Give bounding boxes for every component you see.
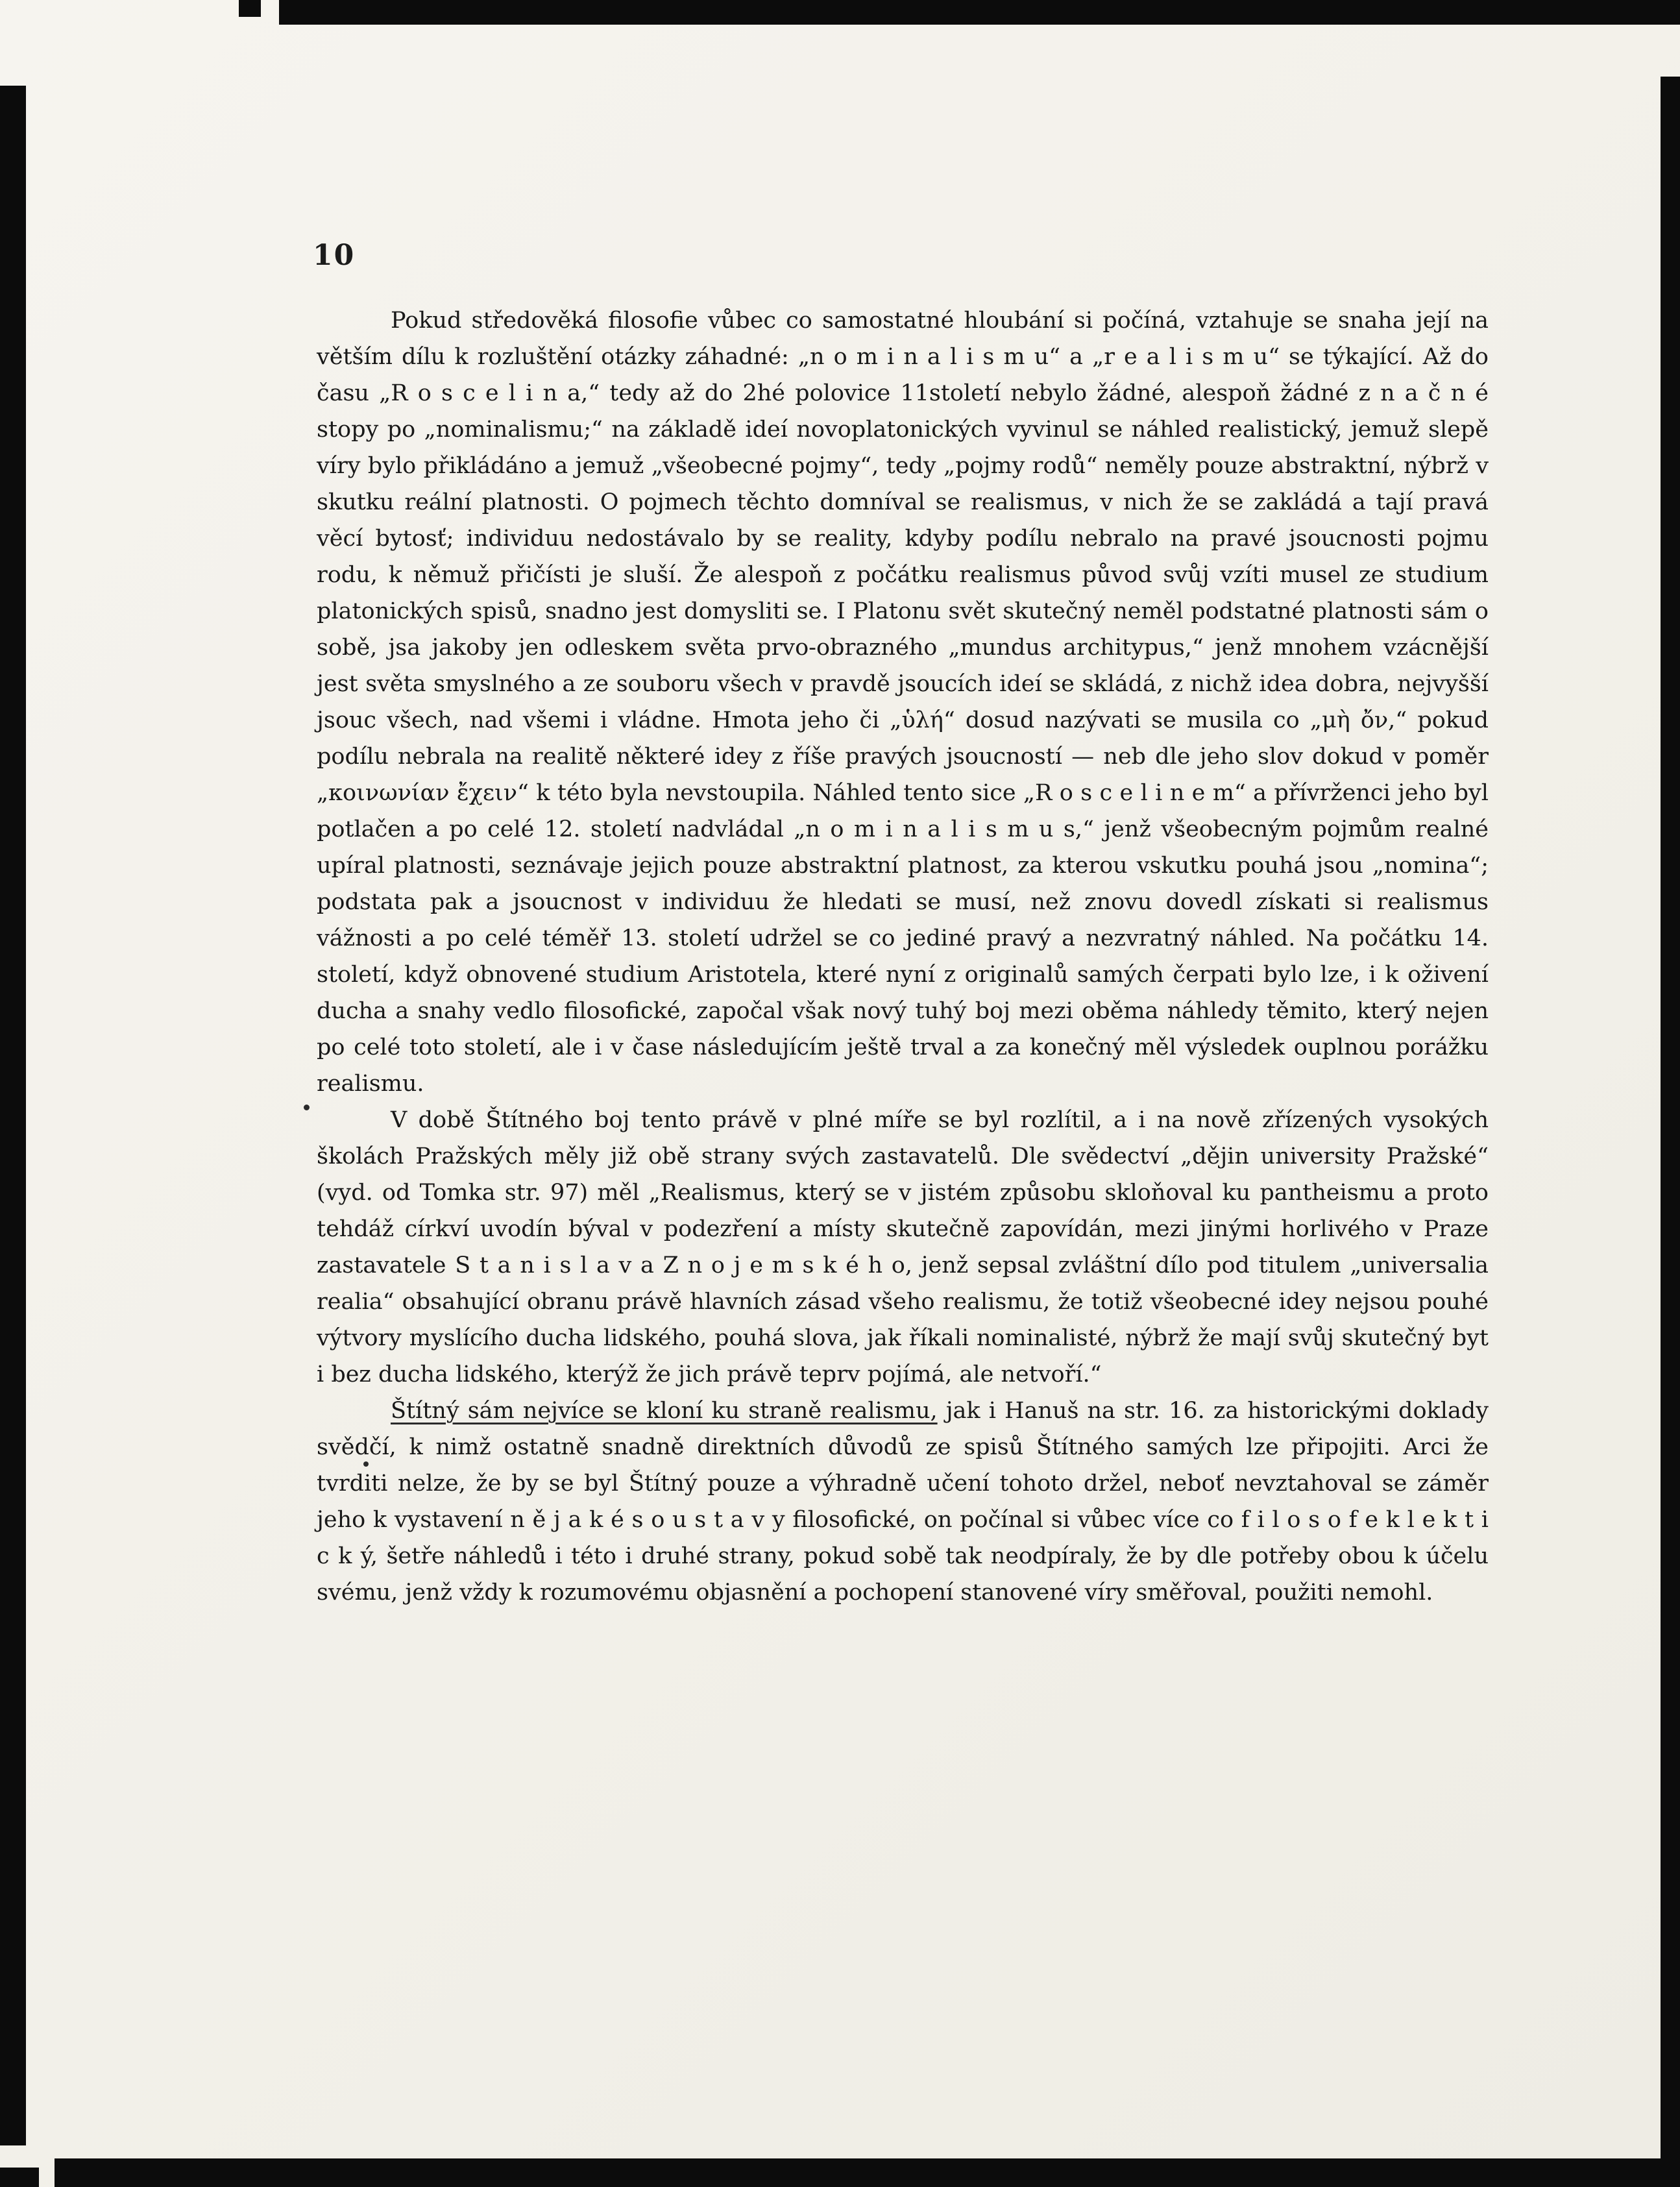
scan-edge-top-mark (239, 0, 261, 17)
scan-edge-left (0, 86, 26, 2145)
scan-edge-right (1661, 77, 1680, 2187)
paragraph-1 (317, 302, 1489, 1102)
page-number: 10 (313, 239, 356, 272)
paragraph-3 (317, 1393, 1489, 1611)
scan-edge-top (279, 0, 1680, 25)
text-block (317, 302, 1489, 1611)
paragraph-2-text: V době Štítného boj tento právě v plné míře se byl rozlítil, a i na nově zřízených vysokých školách Pražských měly již obě strany svých zastavatelů. Dle svědectví „dějin university Pražské“ (vyd. od Tomka str. 97) měl „Realismus, který se v jistém způsobu skloňoval ku pantheismu a proto tehdáž církví uvodín býval v podezření a místy skutečně zapovídán, mezi jinými horlivého v Praze zastavatele S t a n i s l a v a Z n o j e m s k é h o, jenž sepsal zvláštní dílo pod titulem „universalia realia“ obsahující obranu právě hlavních zásad všeho realismu, že totiž všeobecné idey nejsou pouhé výtvory myslícího ducha lidského, pouhá slova, jak říkali nominalisté, nýbrž že mají svůj skutečný byt i bez ducha lidského, kterýž že jich právě teprv pojímá, ale netvoří.“ (317, 1107, 1489, 1387)
paragraph-1-text: Pokud středověká filosofie vůbec co samostatné hloubání si počíná, vztahuje se snaha její na větším dílu k rozluštění otázky záhadné: „n o m i n a l i s m u“ a „r e a l i s m u“ se týkající. Až do času „R o s c e l i n a,“ tedy až do 2hé polovice 11století nebylo žádné, alespoň žádné z n a č n é stopy po „nominalismu;“ na základě ideí novoplatonických vyvinul se náhled realistický, jemuž slepě víry bylo přikládáno a jemuž „všeobecné pojmy“, tedy „pojmy rodů“ neměly pouze abstraktní, nýbrž v skutku reální platnosti. O pojmech těchto domníval se realismus, v nich že se zakládá a tají pravá věcí bytosť; individuu nedostávalo by se reality, kdyby podílu nebralo na pravé jsoucnosti pojmu rodu, k němuž přičísti je sluší. Že alespoň z počátku realismus původ svůj vzíti musel ze studium platonických spisů, snadno jest domysliti se. I Platonu svět skutečný neměl podstatné platnosti sám o sobě, jsa jakoby jen odleskem světa prvo-obrazného „mundus architypus,“ jenž mnohem vzácnější jest světa smyslného a ze souboru všech v pravdě jsoucích ideí se skládá, z nichž idea dobra, nejvyšší jsouc všech, nad všemi i vládne. Hmota jeho či „ὑλή“ dosud nazývati se musila co „μὴ ὄν,“ pokud podílu nebrala na realitě některé idey z říše pravých jsoucností — neb dle jeho slov dokud v poměr „κοινωνίαν ἔχειν“ k této byla nevstoupila. Náhled tento sice „R o s c e l i n e m“ a přívrženci jeho byl potlačen a po celé 12. století nadvládal „n o m i n a l i s m u s,“ jenž všeobecným pojmům realné upíral platnosti, seznávaje jejich pouze abstraktní platnost, za kterou vskutku pouhá jsou „nomina“; podstata pak a jsoucnost v individuu že hledati se musí, než znovu dovedl získati si realismus vážnosti a po celé téměř 13. století udržel se co jediné pravý a nezvratný náhled. Na počátku 14. století, když obnovené studium Aristotela, které nyní z originalů samých čerpati bylo lze, i k oživení ducha a snahy vedlo filosofické, započal však nový tuhý boj mezi oběma náhledy těmito, který nejen po celé toto století, ale i v čase následujícím ještě trval a za konečný měl výsledek ouplnou porážku realismu. (317, 308, 1489, 1097)
paragraph-2 (317, 1102, 1489, 1393)
ink-speck (304, 1105, 310, 1110)
scan-edge-bottom (55, 2158, 1680, 2187)
paragraph-3-underlined-lead: Štítný sám nejvíce se kloní ku straně realismu, (391, 1398, 938, 1424)
paragraph-3-text: jak i Hanuš na str. 16. za historickými doklady svědčí, k nimž ostatně snadně direktních důvodů ze spisů Štítného samých lze připojiti. Arci že tvrditi nelze, že by se byl Štítný pouze a výhradně učení tohoto držel, neboť nevztahoval se záměr jeho k vystavení n ě j a k é s o u s t a v y filosofické, on počínal si vůbec více co f i l o s o f e k l e k t i c k ý, šetře náhledů i této i druhé strany, pokud sobě tak neodpíraly, že by dle potřeby obou k účelu svému, jenž vždy k rozumovému objasnění a pochopení stanovené víry směřoval, použiti nemohl. (317, 1398, 1489, 1606)
scan-edge-bottom-left (0, 2168, 39, 2187)
